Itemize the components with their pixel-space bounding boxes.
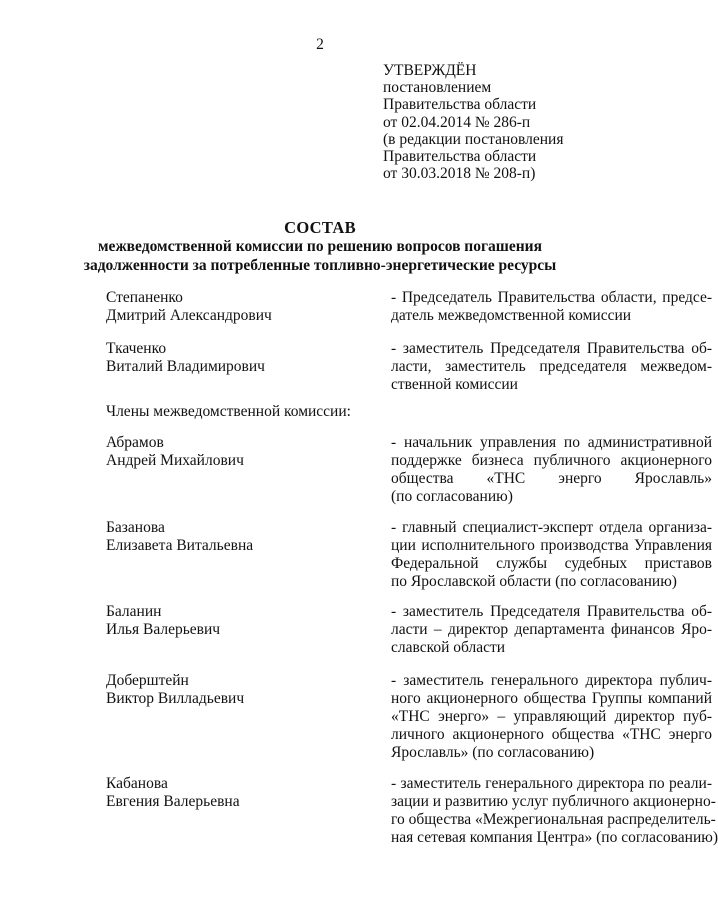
role-line: - Председатель Правительства области, предсе- — [391, 289, 712, 306]
role-line: - главный специалист-эксперт отдела организа- — [391, 519, 712, 536]
person-given-name: Андрей Михайлович — [106, 452, 244, 469]
person-role — [391, 434, 712, 506]
person-given-name: Елизавета Витальевна — [106, 537, 254, 554]
approval-line: (в редакции постановления — [383, 130, 564, 148]
title-heading: СОСТАВ — [284, 218, 356, 237]
person-role — [391, 289, 712, 325]
person-surname: Базанова — [106, 519, 165, 536]
person-name — [106, 434, 286, 470]
person-role — [391, 603, 712, 657]
person-surname: Абрамов — [106, 434, 164, 451]
person-role — [391, 672, 712, 762]
person-role — [391, 519, 712, 591]
role-line: - заместитель генерального директора публич- — [391, 672, 712, 689]
role-line: по Ярославской области (по согласованию) — [391, 573, 677, 590]
approval-line: УТВЕРЖДЁН — [383, 62, 477, 79]
role-line: ственной комиссии — [391, 376, 518, 393]
person-given-name: Евгения Валерьевна — [106, 793, 240, 810]
person-surname: Ткаченко — [106, 340, 167, 357]
page-number: 2 — [316, 36, 324, 53]
person-name — [106, 340, 286, 376]
approval-line: от 30.03.2018 № 208-п) — [383, 165, 536, 183]
role-line: - заместитель Председателя Правительства об- — [391, 340, 712, 357]
role-line: ная сетевая компания Центра» (по согласованию) — [391, 829, 718, 846]
role-line: зации и развитию услуг публичного акционерно- — [391, 793, 716, 810]
role-line: - заместитель генерального директора по реали- — [391, 775, 712, 792]
role-line: славской области — [391, 639, 506, 656]
person-surname: Доберштейн — [106, 672, 189, 689]
members-heading: Члены межведомственной комиссии: — [106, 403, 351, 420]
role-line: (по согласованию) — [391, 488, 513, 505]
person-name — [106, 289, 286, 325]
role-line: поддержке бизнеса публичного акционерного — [391, 452, 712, 469]
role-line: Федеральной службы судебных приставов — [391, 555, 712, 572]
role-line: - заместитель Председателя Правительства об- — [391, 603, 712, 620]
person-role — [391, 340, 712, 394]
role-line: ного акционерного общества Группы компаний — [391, 690, 712, 707]
person-role — [391, 775, 718, 847]
person-surname: Баланин — [106, 603, 162, 620]
person-name — [106, 519, 286, 555]
person-given-name: Виктор Вилладьевич — [106, 690, 245, 707]
approval-line: постановлением — [383, 79, 492, 97]
role-line: - начальник управления по административной — [391, 434, 712, 451]
person-given-name: Дмитрий Александрович — [106, 307, 272, 324]
person-name — [106, 775, 286, 811]
title-subtitle-line: задолженности за потребленные топливно-энергетические ресурсы — [83, 257, 557, 274]
role-line: датель межведомственной комиссии — [391, 307, 632, 324]
person-name — [106, 603, 286, 639]
role-line: ции исполнительного производства Управления — [391, 537, 712, 554]
person-surname: Кабанова — [106, 775, 168, 792]
role-line: «ТНС энерго» – управляющий директор пуб- — [391, 708, 712, 725]
role-line: общества «ТНС энерго Ярославль» — [391, 470, 712, 487]
approval-line: Правительства области — [383, 147, 537, 165]
approval-stamp — [383, 62, 633, 182]
person-surname: Степаненко — [106, 289, 183, 306]
role-line: ласти – директор департамента финансов Яро- — [391, 621, 712, 638]
person-name — [106, 672, 286, 708]
role-line: Ярославль» (по согласованию) — [391, 744, 595, 761]
role-line: ласти, заместитель председателя межведом- — [391, 358, 712, 375]
person-given-name: Илья Валерьевич — [106, 621, 221, 638]
person-given-name: Виталий Владимирович — [106, 358, 265, 375]
approval-line: от 02.04.2014 № 286-п — [383, 113, 531, 131]
role-line: личного акционерного общества «ТНС энерго — [391, 726, 712, 743]
title-subtitle-line: межведомственной комиссии по решению вопросов погашения — [98, 238, 542, 255]
role-line: го общества «Межрегиональная распределитель- — [391, 811, 716, 828]
document-title — [0, 218, 640, 275]
approval-line: Правительства области — [383, 96, 537, 114]
